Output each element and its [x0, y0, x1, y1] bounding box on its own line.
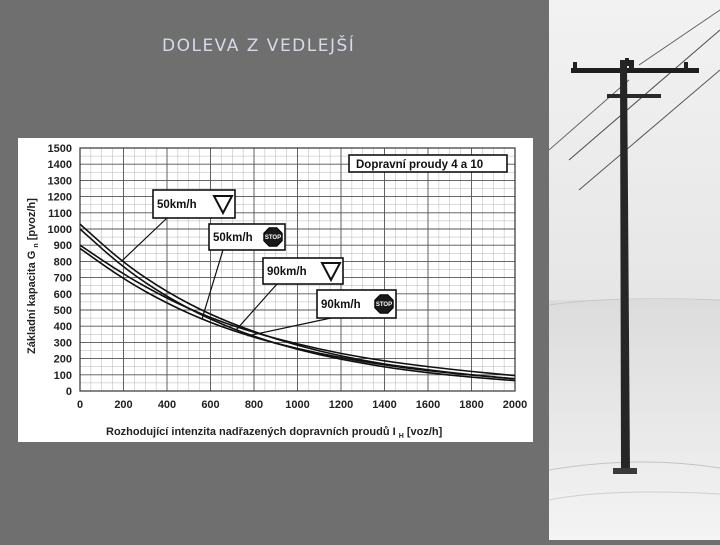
y-tick-label: 1500: [47, 143, 72, 155]
y-tick-label: 300: [53, 337, 72, 350]
stop-sign-text: STOP: [375, 302, 393, 309]
chart-title-box: [349, 155, 507, 172]
annotation-box: [153, 190, 235, 218]
leader-line: [121, 218, 167, 261]
x-tick-label: 400: [157, 399, 177, 411]
annotation-box: [263, 258, 343, 284]
utility-pole-photo: [549, 0, 720, 540]
x-tick-labels: [77, 399, 527, 411]
y-tick-label: 1200: [47, 191, 72, 204]
slide-title: DOLEVA Z VEDLEJŠÍ: [162, 36, 356, 56]
y-tick-label: 500: [53, 305, 72, 317]
y-tick-label: 1100: [48, 207, 72, 220]
x-tick-label: 1200: [328, 399, 354, 411]
x-tick-label: 1400: [372, 399, 397, 411]
stop-sign-text: STOP: [264, 235, 282, 242]
x-axis-label: Rozhodující intenzita nadřazených dopravních proudů I $_H$ [voz/h]: [106, 426, 443, 440]
annotation-label: 90km/h: [267, 266, 307, 278]
y-tick-label: 200: [53, 353, 72, 366]
capacity-chart: [18, 138, 533, 442]
x-tick-label: 2000: [502, 399, 528, 411]
y-tick-label: 0: [65, 386, 72, 398]
leader-line: [247, 318, 331, 336]
y-tick-label: 1000: [47, 224, 72, 236]
y-tick-label: 700: [53, 272, 72, 285]
x-tick-label: 1800: [459, 399, 484, 411]
x-tick-label: 0: [76, 399, 84, 411]
x-tick-label: 800: [244, 399, 264, 411]
annotation-label: 50km/h: [157, 199, 197, 211]
y-tick-label: 100: [53, 369, 72, 382]
leader-line: [237, 284, 277, 329]
y-axis-label: Základní kapacita G $_n$ [pvoz/h]: [26, 198, 40, 354]
x-tick-label: 200: [114, 399, 133, 411]
chart-title: Dopravní proudy 4 a 10: [356, 159, 484, 171]
annotation-boxes: [153, 190, 396, 318]
y-tick-labels: [48, 143, 72, 398]
y-tick-label: 600: [53, 288, 72, 301]
y-tick-label: 1300: [47, 175, 72, 188]
annotation-box: [317, 290, 396, 318]
y-tick-label: 900: [53, 240, 72, 253]
y-tick-label: 800: [53, 256, 72, 269]
y-tick-label: 1400: [47, 159, 72, 172]
annotation-box: [209, 224, 285, 250]
x-tick-label: 1000: [285, 399, 310, 411]
leader-line: [202, 250, 223, 320]
x-tick-label: 1600: [415, 399, 441, 411]
x-tick-label: 600: [201, 399, 220, 411]
y-tick-label: 400: [53, 321, 72, 334]
chart-panel: [18, 138, 533, 442]
annotation-label: 90km/h: [321, 299, 361, 311]
annotation-label: 50km/h: [213, 232, 253, 244]
